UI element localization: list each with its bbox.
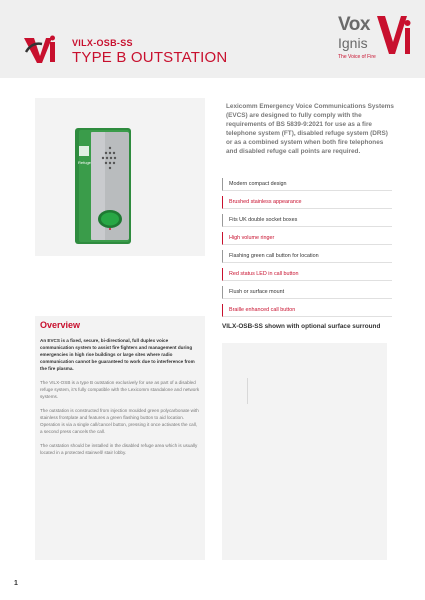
outstation-device-image (73, 126, 133, 246)
feature-item: Fits UK double socket boxes (222, 214, 392, 227)
brand-logo (338, 14, 412, 64)
brand-name-vox: Vox (338, 14, 370, 35)
product-title: TYPE B OUTSTATION (72, 49, 228, 66)
surround-caption: VILX-OSB-SS shown with optional surface surround (222, 323, 381, 330)
surround-image-edge (247, 378, 248, 404)
feature-item: Brushed stainless appearance (222, 196, 392, 209)
intro-paragraph: Lexicomm Emergency Voice Communications Systems (EVCS) are designed to fully comply with the requirements of BS 5839-9:2021 for use as a fire telephone system (FT), disabled refuge system (DRS) or as a combined system when both fire telephones and disabled refuge call points are required. (226, 103, 394, 155)
page-number: 1 (14, 580, 18, 587)
feature-item: Modern compact design (222, 178, 392, 191)
feature-item: Red status LED in call button (222, 268, 392, 281)
overview-paragraph: The outstation is constructed from injection moulded green polycarbonate with stainless frontplate and features a green flashing button to aid location. Operation is via a single call/cancel button, pressing it once activates the call, a second press cancels the call. (40, 408, 199, 434)
overview-body (40, 337, 200, 463)
feature-item: Flush or surface mount (222, 286, 392, 299)
overview-paragraph: An EVCS is a fixed, secure, bi-directional, full duplex voice communication system to assist fire fighters and management during emergencies in high rise buildings or large sites where radio communication cannot be guaranteed to work due to interference from the fire plasma. (40, 338, 195, 371)
brand-name-ignis: Ignis (338, 35, 368, 51)
brand-tagline: The Voice of Fire (338, 54, 376, 60)
device-refuge-label: Refuge (78, 160, 91, 165)
overview-paragraph: The VILX-OSB is a type B outstation exclusively for use as part of a disabled refuge system, it's fully compatible with the Lexicomm standalone and network systems. (40, 380, 200, 399)
feature-list (222, 178, 392, 322)
feature-item: Braille enhanced call button (222, 304, 392, 317)
feature-item: Flashing green call button for location (222, 250, 392, 263)
overview-paragraph: The outstation should be installed in the disabled refuge area which is usually located in a protected stairwell/ stair lobby. (40, 443, 198, 455)
overview-heading: Overview (40, 320, 81, 330)
page-header (0, 0, 425, 78)
voxignis-logo-icon (22, 34, 60, 64)
product-code: VILX-OSB-SS (72, 38, 133, 48)
surround-image-panel (222, 343, 387, 560)
brand-u-icon (375, 14, 413, 58)
feature-item: High volume ringer (222, 232, 392, 245)
